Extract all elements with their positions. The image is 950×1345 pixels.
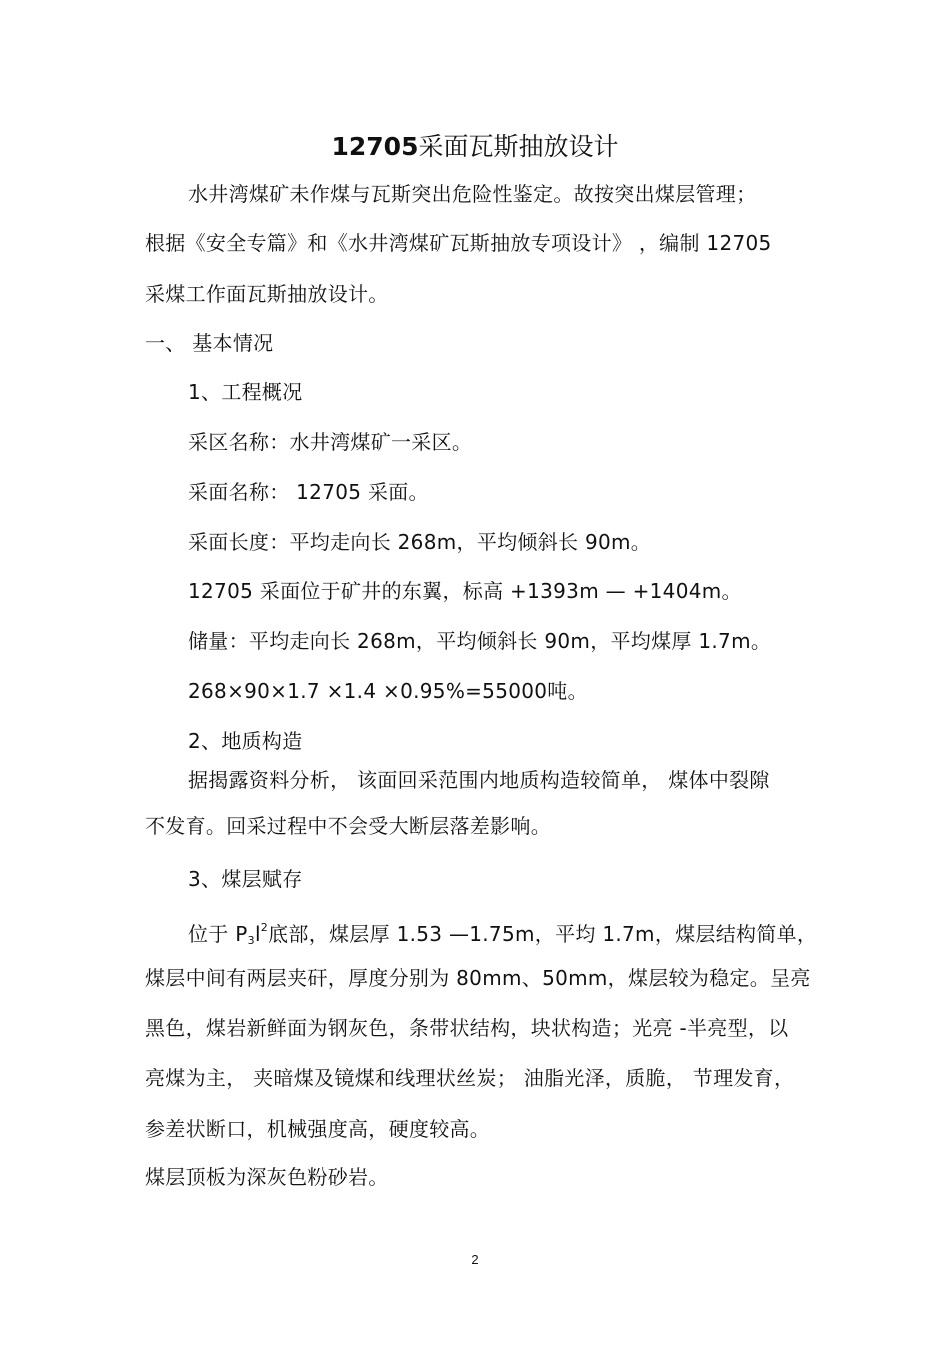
- section-heading: 一、 基本情况: [145, 331, 274, 355]
- subsection-heading: 3、煤层赋存: [188, 867, 303, 891]
- paragraph-line: 根据《安全专篇》和《水井湾煤矿瓦斯抽放专项设计》 ，编制 12705: [145, 231, 772, 255]
- formation-suffix: 底部，煤层厚 1.53 —1.75m，平均 1.7m，煤层结构简单，: [268, 922, 818, 946]
- subsection-heading: 1、工程概况: [188, 380, 303, 404]
- page-number: 2: [471, 1252, 479, 1267]
- paragraph-line: 采面名称： 12705 采面。: [188, 480, 429, 504]
- title-text: 采面瓦斯抽放设计: [418, 132, 619, 161]
- formation-superscript: 2: [260, 921, 269, 934]
- paragraph-line: 水井湾煤矿未作煤与瓦斯突出危险性鉴定。故按突出煤层管理；: [188, 182, 757, 206]
- paragraph-line: 煤层中间有两层夹矸，厚度分别为 80mm、50mm，煤层较为稳定。呈亮: [145, 966, 811, 990]
- paragraph-line: 黑色，煤岩新鲜面为钢灰色，条带状结构，块状构造；光亮 -半亮型，以: [145, 1016, 789, 1040]
- document-title: [0, 130, 950, 164]
- paragraph-line: 参差状断口，机械强度高，硬度较高。: [145, 1117, 491, 1141]
- paragraph-line: 储量：平均走向长 268m，平均倾斜长 90m，平均煤厚 1.7m。: [188, 629, 772, 653]
- formation-prefix: 位于 P: [188, 922, 248, 946]
- paragraph-line: 不发育。回采过程中不会受大断层落差影响。: [145, 814, 551, 838]
- formation-mid: l: [254, 922, 261, 946]
- title-number: 12705: [331, 132, 419, 161]
- paragraph-line: 煤层顶板为深灰色粉砂岩。: [145, 1165, 389, 1189]
- paragraph-line: 采面长度：平均走向长 268m，平均倾斜长 90m。: [188, 530, 652, 554]
- subsection-heading: 2、地质构造: [188, 729, 303, 753]
- paragraph-line: 据揭露资料分析， 该面回采范围内地质构造较简单， 煤体中裂隙: [188, 768, 770, 792]
- paragraph-line-formation: [188, 914, 817, 955]
- paragraph-line: 亮煤为主， 夹暗煤及镜煤和线理状丝炭； 油脂光泽，质脆， 节理发育，: [145, 1066, 795, 1090]
- paragraph-line: 268×90×1.7 ×1.4 ×0.95%=55000吨。: [188, 679, 588, 703]
- paragraph-line: 采煤工作面瓦斯抽放设计。: [145, 282, 389, 306]
- paragraph-line: 12705 采面位于矿井的东翼，标高 +1393m — +1404m。: [188, 579, 742, 603]
- formation-subscript: 3: [247, 934, 255, 947]
- paragraph-line: 采区名称：水井湾煤矿一采区。: [188, 430, 473, 454]
